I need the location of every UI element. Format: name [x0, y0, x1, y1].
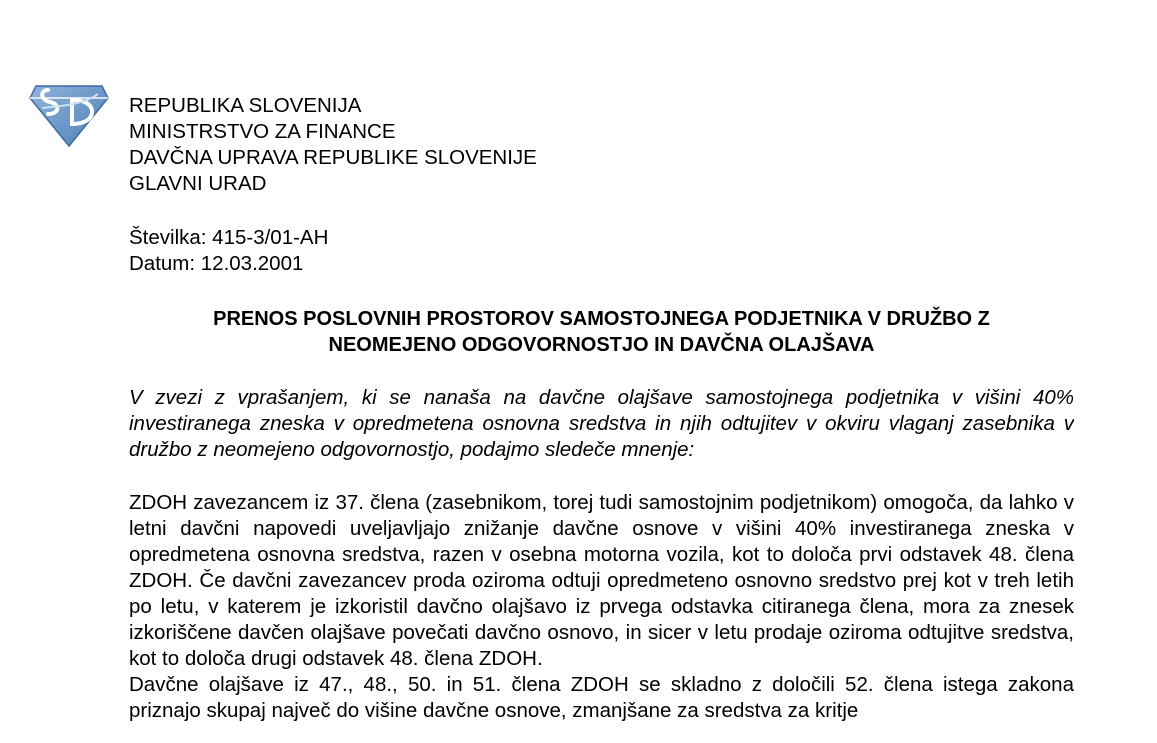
body-paragraph-2: Davčne olajšave iz 47., 48., 50. in 51. člena ZDOH se skladno z določili 52. člena istega zakona priznajo skupaj največ do višine davčne osnove, zmanjšane za sredstva za kritje — [129, 673, 1074, 722]
letterhead — [129, 93, 1074, 197]
letterhead-line-4: GLAVNI URAD — [129, 172, 267, 195]
document-number: Številka: 415-3/01-AH — [129, 226, 329, 249]
document-title — [129, 306, 1074, 358]
document-body — [129, 93, 1074, 724]
letterhead-line-3: DAVČNA UPRAVA REPUBLIKE SLOVENIJE — [129, 146, 537, 169]
document-date: Datum: 12.03.2001 — [129, 252, 304, 275]
letterhead-line-1: REPUBLIKA SLOVENIJA — [129, 94, 362, 117]
title-line-1: PRENOS POSLOVNIH PROSTOROV SAMOSTOJNEGA PODJETNIKA V DRUŽBO Z — [213, 308, 990, 330]
body-paragraph-1: ZDOH zavezancem iz 37. člena (zasebnikom, torej tudi samostojnim podjetnikom) omogoča, da lahko v letni davčni napovedi uveljavljajo znižanje davčne osnove v višini 40% investiranega zneska v opredmetena osnovna sredstva, razen v osebna motorna vozila, kot to določa prvi odstavek 48. člena ZDOH. Če davčni zavezancev proda oziroma odtuji opredmeteno osnovno sredstvo prej kot v treh letih po letu, v katerem je izkoristil davčno olajšavo iz prvega odstavka citiranega člena, mora za znesek izkoriščene davčen olajšave povečati davčno osnovo, in sicer v letu prodaje oziroma odtujitve sredstva, kot to določa drugi odstavek 48. člena ZDOH. — [129, 491, 1074, 670]
letterhead-line-2: MINISTRSTVO ZA FINANCE — [129, 120, 396, 143]
intro-paragraph: V zvezi z vprašanjem, ki se nanaša na davčne olajšave samostojnega podjetnika v višini 40% investiranega zneska v opredmetena osnovna sredstva in njih odtujitev v okviru vlaganj zasebnika v družbo z neomejeno odgovornostjo, podajmo sledeče mnenje: — [129, 386, 1074, 461]
document-meta — [129, 225, 1074, 277]
title-line-2: NEOMEJENO ODGOVORNOSTJO IN DAVČNA OLAJŠAVA — [328, 334, 875, 356]
